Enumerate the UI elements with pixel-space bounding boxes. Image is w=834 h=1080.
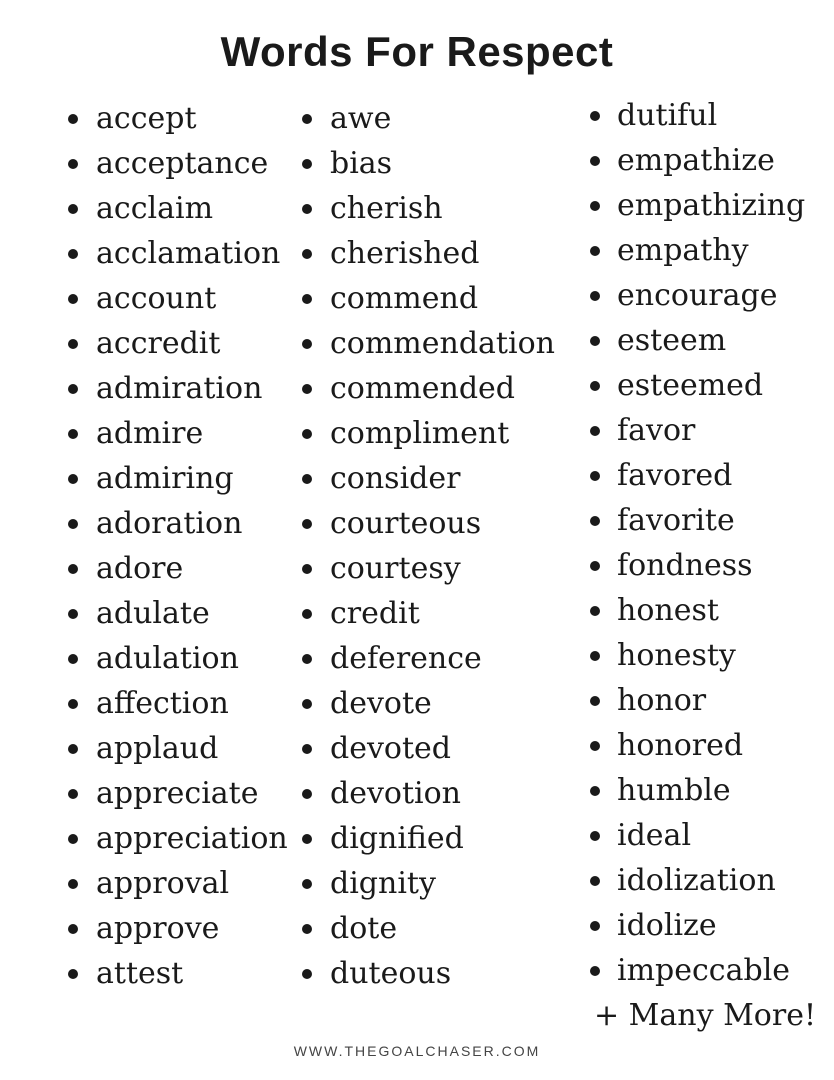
bullet-icon bbox=[590, 111, 600, 121]
word-text: awe bbox=[330, 101, 392, 136]
many-more-note: + Many More! bbox=[594, 998, 817, 1033]
bullet-icon bbox=[68, 609, 78, 619]
bullet-icon bbox=[590, 291, 600, 301]
word-text: honored bbox=[617, 728, 744, 763]
bullet-icon bbox=[590, 831, 600, 841]
bullet-icon bbox=[68, 879, 78, 889]
bullet-icon bbox=[302, 879, 312, 889]
bullet-icon bbox=[68, 204, 78, 214]
word-text: consider bbox=[330, 461, 461, 496]
word-text: admiring bbox=[96, 461, 234, 496]
word-text: devotion bbox=[330, 776, 462, 811]
word-text: applaud bbox=[96, 731, 219, 766]
word-text: empathize bbox=[617, 143, 775, 178]
word-text: approval bbox=[96, 866, 230, 901]
bullet-icon bbox=[590, 561, 600, 571]
bullet-icon bbox=[590, 201, 600, 211]
word-text: adulate bbox=[96, 596, 210, 631]
bullet-icon bbox=[302, 654, 312, 664]
word-text: accept bbox=[96, 101, 197, 136]
bullet-icon bbox=[68, 834, 78, 844]
word-text: dote bbox=[330, 911, 398, 946]
bullet-icon bbox=[590, 696, 600, 706]
bullet-icon bbox=[590, 606, 600, 616]
bullet-icon bbox=[302, 924, 312, 934]
bullet-icon bbox=[68, 699, 78, 709]
bullet-icon bbox=[68, 789, 78, 799]
word-text: esteem bbox=[617, 323, 727, 358]
word-text: favorite bbox=[617, 503, 735, 538]
bullet-icon bbox=[302, 474, 312, 484]
bullet-icon bbox=[68, 249, 78, 259]
word-text: admire bbox=[96, 416, 204, 451]
bullet-icon bbox=[68, 384, 78, 394]
word-text: honest bbox=[617, 593, 719, 628]
word-text: deference bbox=[330, 641, 482, 676]
bullet-icon bbox=[302, 519, 312, 529]
word-text: appreciation bbox=[96, 821, 288, 856]
bullet-icon bbox=[68, 519, 78, 529]
bullet-icon bbox=[68, 924, 78, 934]
bullet-icon bbox=[590, 876, 600, 886]
bullet-icon bbox=[302, 294, 312, 304]
bullet-icon bbox=[68, 339, 78, 349]
bullet-icon bbox=[302, 339, 312, 349]
word-text: credit bbox=[330, 596, 420, 631]
bullet-icon bbox=[302, 384, 312, 394]
bullet-icon bbox=[302, 699, 312, 709]
bullet-icon bbox=[68, 159, 78, 169]
word-text: cherished bbox=[330, 236, 480, 271]
word-text: dignified bbox=[330, 821, 464, 856]
word-text: fondness bbox=[617, 548, 753, 583]
bullet-icon bbox=[68, 654, 78, 664]
word-text: attest bbox=[96, 956, 184, 991]
bullet-icon bbox=[68, 969, 78, 979]
word-text: commendation bbox=[330, 326, 555, 361]
word-text: compliment bbox=[330, 416, 510, 451]
word-text: affection bbox=[96, 686, 229, 721]
word-text: duteous bbox=[330, 956, 452, 991]
bullet-icon bbox=[590, 651, 600, 661]
bullet-icon bbox=[302, 969, 312, 979]
bullet-icon bbox=[302, 564, 312, 574]
word-text: accredit bbox=[96, 326, 221, 361]
bullet-icon bbox=[302, 429, 312, 439]
bullet-icon bbox=[590, 516, 600, 526]
word-text: honesty bbox=[617, 638, 736, 673]
bullet-icon bbox=[590, 336, 600, 346]
bullet-icon bbox=[590, 426, 600, 436]
word-text: idolization bbox=[617, 863, 776, 898]
word-text: acclamation bbox=[96, 236, 281, 271]
bullet-icon bbox=[590, 786, 600, 796]
word-text: approve bbox=[96, 911, 220, 946]
word-text: courtesy bbox=[330, 551, 461, 586]
word-text: appreciate bbox=[96, 776, 259, 811]
bullet-icon bbox=[590, 156, 600, 166]
word-text: adoration bbox=[96, 506, 243, 541]
bullet-icon bbox=[68, 564, 78, 574]
bullet-icon bbox=[68, 744, 78, 754]
bullet-icon bbox=[302, 789, 312, 799]
word-text: commend bbox=[330, 281, 479, 316]
word-text: empathizing bbox=[617, 188, 806, 223]
bullet-icon bbox=[68, 114, 78, 124]
word-text: humble bbox=[617, 773, 731, 808]
bullet-icon bbox=[302, 744, 312, 754]
word-text: encourage bbox=[617, 278, 778, 313]
word-text: adulation bbox=[96, 641, 239, 676]
word-text: acceptance bbox=[96, 146, 269, 181]
word-text: honor bbox=[617, 683, 707, 718]
word-text: courteous bbox=[330, 506, 482, 541]
bullet-icon bbox=[590, 246, 600, 256]
bullet-icon bbox=[302, 834, 312, 844]
bullet-icon bbox=[302, 204, 312, 214]
word-text: favor bbox=[617, 413, 696, 448]
bullet-icon bbox=[68, 429, 78, 439]
word-text: admiration bbox=[96, 371, 263, 406]
word-text: dutiful bbox=[617, 98, 718, 133]
word-text: ideal bbox=[617, 818, 692, 853]
word-text: impeccable bbox=[617, 953, 791, 988]
bullet-icon bbox=[590, 471, 600, 481]
word-text: empathy bbox=[617, 233, 749, 268]
bullet-icon bbox=[590, 966, 600, 976]
bullet-icon bbox=[590, 741, 600, 751]
word-text: acclaim bbox=[96, 191, 214, 226]
bullet-icon bbox=[68, 474, 78, 484]
word-text: account bbox=[96, 281, 217, 316]
word-text: favored bbox=[617, 458, 733, 493]
word-text: devote bbox=[330, 686, 432, 721]
page-title: Words For Respect bbox=[220, 28, 614, 75]
bullet-icon bbox=[302, 609, 312, 619]
word-text: commended bbox=[330, 371, 515, 406]
word-text: adore bbox=[96, 551, 184, 586]
word-text: idolize bbox=[617, 908, 717, 943]
bullet-icon bbox=[302, 249, 312, 259]
bullet-icon bbox=[302, 159, 312, 169]
website-footer: WWW.THEGOALCHASER.COM bbox=[293, 1043, 541, 1059]
word-text: bias bbox=[330, 146, 393, 181]
bullet-icon bbox=[302, 114, 312, 124]
bullet-icon bbox=[68, 294, 78, 304]
word-text: cherish bbox=[330, 191, 443, 226]
bullet-icon bbox=[590, 921, 600, 931]
word-text: devoted bbox=[330, 731, 451, 766]
bullet-icon bbox=[590, 381, 600, 391]
word-text: dignity bbox=[330, 866, 436, 901]
word-text: esteemed bbox=[617, 368, 764, 403]
